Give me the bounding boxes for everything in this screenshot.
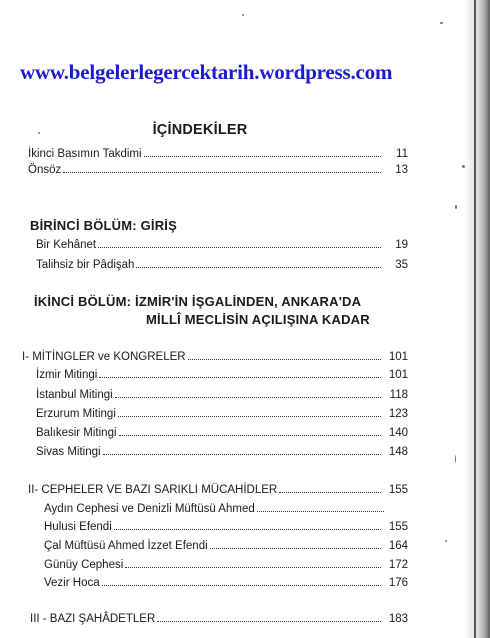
scan-speck xyxy=(455,205,457,209)
toc-entry-label: Balıkesir Mitingi xyxy=(36,427,117,439)
toc-entry xyxy=(36,424,408,439)
toc-entry-label: İstanbul Mitingi xyxy=(36,389,113,401)
toc-entry xyxy=(22,348,408,363)
toc-entry xyxy=(44,574,408,589)
leader-dots xyxy=(144,145,381,157)
toc-entry-label: Sivas Mitingi xyxy=(36,446,101,458)
scan-speck xyxy=(440,22,443,24)
toc-entry-page: 155 xyxy=(388,484,408,496)
leader-dots xyxy=(103,443,381,455)
leader-dots xyxy=(188,348,381,360)
toc-entry-label: Vezir Hoca xyxy=(44,577,100,589)
toc-entry-label: İzmir Mitingi xyxy=(36,369,98,381)
toc-entry-label: Hulusi Efendi xyxy=(44,521,112,533)
toc-entry-page: 172 xyxy=(388,559,408,571)
toc-entry-label: III - BAZI ŞAHÂDETLER xyxy=(30,613,156,625)
leader-dots xyxy=(118,405,381,417)
toc-entry xyxy=(30,610,408,625)
toc-entry-page: 183 xyxy=(388,613,408,625)
toc-entry-page: 101 xyxy=(388,369,408,381)
toc-entry-page: 101 xyxy=(388,351,408,363)
toc-entry xyxy=(36,256,408,271)
toc-entry xyxy=(44,500,408,515)
watermark-url[interactable]: www.belgelerlegercektarih.wordpress.com xyxy=(20,60,393,84)
leader-dots xyxy=(257,500,384,512)
toc-entry-label: Günüy Cephesi xyxy=(44,559,124,571)
page-edge-line xyxy=(474,0,476,638)
toc-entry xyxy=(44,537,408,552)
toc-entry-label: Aydın Cephesi ve Denizli Müftüsü Ahmed xyxy=(44,503,255,515)
toc-entry-page: 11 xyxy=(396,148,408,160)
toc-entry-label: II- CEPHELER VE BAZI SARIKLI MÜCAHİDLER xyxy=(28,484,278,496)
toc-entry-label: Erzurum Mitingi xyxy=(36,408,116,420)
toc-entry-label: İkinci Basımın Takdimi xyxy=(28,148,142,160)
toc-entry-page: 176 xyxy=(388,577,408,589)
scan-speck xyxy=(38,132,40,134)
toc-entry-page: 123 xyxy=(388,408,408,420)
toc-entry xyxy=(28,145,408,160)
toc-entry-page: 118 xyxy=(389,389,408,401)
toc-entry xyxy=(44,556,408,571)
leader-dots xyxy=(102,574,381,586)
toc-entry-page: 35 xyxy=(395,259,408,271)
section-heading-continued: MİLLÎ MECLİSİN AÇILIŞINA KADAR xyxy=(146,312,370,327)
toc-entry-label: Bir Kehânet xyxy=(36,239,97,251)
leader-dots xyxy=(279,481,381,493)
section-heading: İKİNCİ BÖLÜM: İZMİR'İN İŞGALİNDEN, ANKARA'DA xyxy=(34,294,362,309)
scan-speck xyxy=(455,455,456,463)
leader-dots xyxy=(63,161,381,173)
toc-entry xyxy=(28,161,408,176)
leader-dots xyxy=(98,236,381,248)
scan-speck xyxy=(462,165,465,168)
toc-entry-page: 148 xyxy=(388,446,408,458)
toc-entry xyxy=(36,405,408,420)
toc-entry-page: 13 xyxy=(395,164,408,176)
leader-dots xyxy=(115,386,381,398)
toc-entry-page: 155 xyxy=(388,521,408,533)
toc-entry-label: Önsöz xyxy=(28,164,62,176)
toc-entry xyxy=(44,518,408,533)
scan-speck xyxy=(242,14,244,16)
leader-dots xyxy=(125,556,381,568)
leader-dots xyxy=(114,518,381,530)
leader-dots xyxy=(157,610,381,622)
leader-dots xyxy=(99,366,381,378)
toc-entry xyxy=(28,481,408,496)
page-title: İÇİNDEKİLER xyxy=(152,122,248,138)
leader-dots xyxy=(119,424,381,436)
toc-entry-label: I- MİTİNGLER ve KONGRELER xyxy=(22,351,186,363)
toc-entry-page: 164 xyxy=(388,540,408,552)
toc-entry-page: 140 xyxy=(388,427,408,439)
toc-entry xyxy=(36,386,408,401)
page-edge-shadow xyxy=(464,0,490,638)
toc-entry xyxy=(36,443,408,458)
section-heading: BİRİNCİ BÖLÜM: GİRİŞ xyxy=(30,218,177,233)
leader-dots xyxy=(136,256,381,268)
toc-entry-label: Çal Müftüsü Ahmed İzzet Efendi xyxy=(44,540,208,552)
scan-speck xyxy=(445,540,447,542)
leader-dots xyxy=(210,537,381,549)
toc-entry-page: 19 xyxy=(395,239,408,251)
toc-entry-label: Talihsiz bir Pâdişah xyxy=(36,259,135,271)
toc-entry xyxy=(36,366,408,381)
toc-entry xyxy=(36,236,408,251)
